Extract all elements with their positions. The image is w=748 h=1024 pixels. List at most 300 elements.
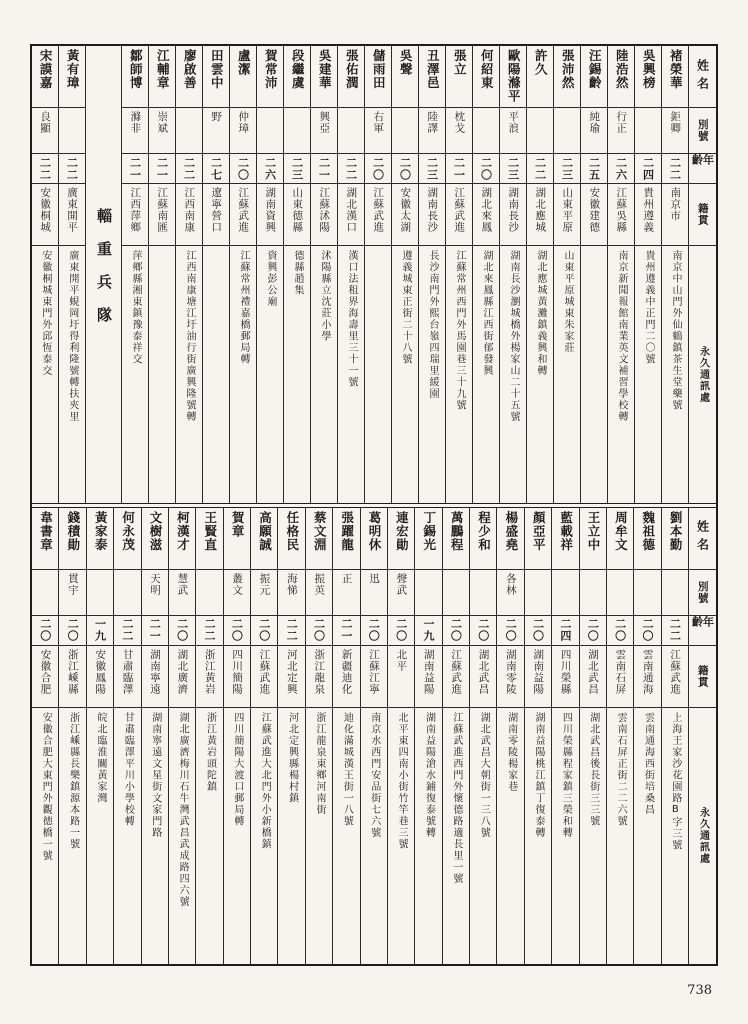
entry-name: 宋謨嘉: [38, 49, 54, 90]
entry-native-place: 湖北廣濟: [176, 648, 189, 695]
entry-age: 二一: [128, 156, 142, 181]
entry-address: 貴州遵義中正門二〇號: [643, 250, 654, 365]
entry-alias: 振英: [313, 572, 326, 596]
entry-age-cell: [388, 616, 414, 646]
entry-address: 湖南寧遠文星街文家門路: [149, 711, 161, 838]
entry-age-cell: [251, 616, 277, 646]
entry-address: 湖南長沙瀏城橋外楊家山二十五號: [508, 250, 519, 423]
entry-age: 一九: [93, 618, 107, 642]
entry-column: [337, 46, 364, 503]
entry-address: 江蘇武進西門外懷德路適長里一號: [450, 711, 462, 884]
header-address-cell: [689, 246, 716, 503]
entry-name-cell: [251, 508, 277, 570]
entry-address-cell: [527, 246, 553, 503]
entry-name-cell: [635, 46, 661, 108]
entry-address-cell: [443, 708, 469, 965]
entry-name-cell: [419, 46, 445, 108]
entry-address-cell: [662, 708, 688, 965]
entry-address: 浙江嵊縣長樂鎮源本路一號: [67, 711, 79, 850]
entry-alias-cell: [415, 570, 441, 616]
entry-native-place: 湖北漢口: [345, 187, 358, 233]
entry-name: 張立: [452, 49, 468, 76]
entry-age: 二二: [202, 618, 216, 642]
entry-address: 河北定興縣楊村鎮: [286, 711, 298, 804]
entry-name: 吳建華: [317, 49, 333, 90]
entry-address: 沭陽縣立沈莊小學: [319, 250, 330, 342]
entry-alias-cell: [333, 570, 359, 616]
entry-address: 湖南益陽桃江鎮丁復泰轉: [532, 711, 544, 838]
entry-column: [445, 46, 472, 503]
entry-age: 二二: [285, 618, 299, 642]
entry-alias: 行正: [615, 111, 628, 134]
entry-name-cell: [608, 46, 634, 108]
entry-native-place: 雲南通海: [641, 648, 654, 695]
entry-age: 二二: [668, 156, 682, 181]
entry-address-cell: [581, 246, 607, 503]
entry-address-cell: [59, 246, 85, 503]
entry-address: 南京水西門安品街七六號: [368, 711, 380, 838]
entry-age-cell: [284, 154, 310, 184]
entry-age: 二〇: [640, 618, 654, 642]
entry-address-cell: [525, 708, 551, 965]
entry-name: 黃家泰: [93, 510, 109, 551]
entry-name-cell: [415, 508, 441, 570]
entry-alias-cell: [662, 108, 688, 154]
entry-native-place-cell: [311, 184, 337, 246]
entry-address: 皖北臨淮關黃家灣: [94, 711, 106, 804]
entry-age-cell: [122, 154, 148, 184]
entry-alias-cell: [338, 108, 364, 154]
entry-name: 儲雨田: [371, 49, 387, 90]
entry-alias-cell: [662, 570, 688, 616]
entry-address-cell: [607, 708, 633, 965]
entry-column: [472, 46, 499, 503]
entry-age-cell: [361, 616, 387, 646]
entry-name: 張佑潤: [344, 49, 360, 90]
entry-name-cell: [142, 508, 168, 570]
entry-age: 二一: [155, 156, 169, 181]
entry-address-cell: [634, 708, 660, 965]
entry-name: 錢積勛: [65, 510, 81, 551]
entry-address-cell: [392, 246, 418, 503]
entry-column: [579, 508, 606, 965]
entry-column: [607, 46, 634, 503]
section-divider: [85, 46, 121, 503]
entry-native-place: 甘肅臨澤: [121, 648, 134, 695]
entry-age-cell: [525, 616, 551, 646]
entry-native-place-cell: [361, 646, 387, 708]
entry-address: 上海王家沙花園路B字三號: [669, 711, 681, 851]
entry-address: 湖北廣濟梅川石牛灣武昌武成路四六號: [177, 711, 189, 907]
entry-age: 二〇: [257, 618, 271, 642]
entry-native-place-cell: [580, 646, 606, 708]
entry-alias: 滌非: [129, 111, 142, 134]
entry-address: 雲南石屏正街二二六號: [615, 711, 627, 827]
entry-address-cell: [169, 708, 195, 965]
entry-column: [223, 508, 250, 965]
entry-name-cell: [497, 508, 523, 570]
entry-age: 二〇: [476, 618, 490, 642]
entry-age: 二三: [425, 156, 439, 181]
header-column: [688, 46, 716, 503]
entry-column: [332, 508, 359, 965]
entry-alias-cell: [497, 570, 523, 616]
entry-column: [634, 46, 661, 503]
entry-column: [606, 508, 633, 965]
entry-alias-cell: [525, 570, 551, 616]
entry-column: [256, 46, 283, 503]
entry-age: 一九: [421, 618, 435, 642]
entry-alias-cell: [443, 570, 469, 616]
entry-age-cell: [554, 154, 580, 184]
entry-address-cell: [230, 246, 256, 503]
entry-address: 漢口法租界海壽里三十一號: [346, 250, 357, 388]
header-native-place-label: 籍貫: [696, 664, 709, 688]
entry-age: 二〇: [38, 618, 52, 642]
entry-name-cell: [470, 508, 496, 570]
entry-age: 二四: [641, 156, 655, 181]
entry-alias-cell: [392, 108, 418, 154]
entry-alias-cell: [470, 570, 496, 616]
entry-name-cell: [257, 46, 283, 108]
entry-age-cell: [419, 154, 445, 184]
entry-name: 周牟文: [613, 510, 629, 551]
entry-alias-cell: [311, 108, 337, 154]
entry-address-cell: [284, 246, 310, 503]
entry-alias-cell: [306, 570, 332, 616]
entry-native-place: 新疆迪化: [340, 648, 353, 695]
entry-address: 長沙南門外熙台嶺四瑞里緩園: [427, 250, 438, 400]
entry-age: 二三: [560, 156, 574, 181]
entry-address-cell: [554, 246, 580, 503]
entry-native-place: 湖北武昌: [477, 648, 490, 695]
entry-alias-cell: [32, 108, 58, 154]
entry-native-place-cell: [32, 646, 58, 708]
entry-age: 二〇: [398, 156, 412, 181]
header-address-label: 永久通訊處: [697, 345, 709, 403]
entry-address-cell: [470, 708, 496, 965]
entry-native-place-cell: [59, 646, 85, 708]
entry-alias-cell: [419, 108, 445, 154]
entry-address: 安徽合肥大東門外觀德橋一號: [40, 711, 52, 861]
entry-name-cell: [203, 46, 229, 108]
entry-native-place: 江蘇武進: [237, 187, 250, 233]
entry-native-place-cell: [415, 646, 441, 708]
header-alias-label: 別號: [696, 119, 709, 142]
entry-age-cell: [230, 154, 256, 184]
entry-native-place-cell: [306, 646, 332, 708]
entry-address: 北平東四南小街竹竿巷三號: [396, 711, 408, 850]
entry-age-cell: [142, 616, 168, 646]
entry-native-place: 江蘇吳縣: [615, 187, 628, 233]
entry-age: 二〇: [586, 618, 600, 642]
entry-name-cell: [365, 46, 391, 108]
entry-native-place: 浙江黃岩: [203, 648, 216, 695]
entry-native-place-cell: [257, 184, 283, 246]
entry-alias-cell: [278, 570, 304, 616]
entry-column: [551, 508, 578, 965]
entry-native-place-cell: [365, 184, 391, 246]
entry-column: [499, 46, 526, 503]
entry-native-place: 遼寧營口: [210, 187, 223, 233]
entry-age-cell: [607, 616, 633, 646]
entry-alias: 純瑜: [588, 111, 601, 134]
entry-native-place: 浙江龍泉: [313, 648, 326, 695]
entry-native-place-cell: [662, 184, 688, 246]
entry-age-cell: [527, 154, 553, 184]
entry-alias: 鉅卿: [669, 111, 682, 134]
entry-address-cell: [306, 708, 332, 965]
entry-name: 丑澤邑: [425, 49, 441, 90]
entry-name-cell: [554, 46, 580, 108]
entry-alias: 叢文: [231, 572, 244, 596]
entry-column: [469, 508, 496, 965]
entry-alias-cell: [176, 108, 202, 154]
entry-column: [58, 46, 85, 503]
entry-name-cell: [114, 508, 140, 570]
entry-native-place: 湖南長沙: [507, 187, 520, 233]
entry-column: [524, 508, 551, 965]
entry-native-place-cell: [251, 646, 277, 708]
entry-alias: 正: [340, 572, 353, 584]
entry-native-place-cell: [500, 184, 526, 246]
entry-address-cell: [142, 708, 168, 965]
entry-age: 二〇: [367, 618, 381, 642]
entry-native-place: 湖南長沙: [426, 187, 439, 233]
entry-address-cell: [32, 708, 58, 965]
entry-name-cell: [59, 508, 85, 570]
entry-name-cell: [662, 46, 688, 108]
entry-native-place: 湖南資興: [264, 187, 277, 233]
entry-native-place-cell: [196, 646, 222, 708]
entry-address-cell: [87, 708, 113, 965]
entry-address: 迪化滿城漢王街一八號: [341, 711, 353, 827]
entry-alias: 貫宇: [66, 572, 79, 596]
header-alias-cell: [689, 108, 716, 154]
entry-address: 湖北應城黃灘鎮義興和轉: [535, 250, 546, 377]
entry-name-cell: [87, 508, 113, 570]
entry-name: 段繼虞: [290, 49, 306, 90]
entry-name: 王賢直: [202, 510, 218, 551]
entry-native-place: 湖南益陽: [532, 648, 545, 695]
entry-name-cell: [634, 508, 660, 570]
entry-address: 萍鄉縣湘東鎮豫泰祥交: [130, 250, 141, 365]
entry-name-cell: [580, 508, 606, 570]
entry-name-cell: [333, 508, 359, 570]
entry-native-place: 江蘇武進: [669, 648, 682, 695]
entry-alias-cell: [284, 108, 310, 154]
entry-native-place-cell: [87, 646, 113, 708]
entry-alias: 右軍: [372, 111, 385, 134]
entry-native-place: 南京市: [669, 187, 682, 222]
entry-address: 江西南康塘江圩油行街廣興隆號轉: [184, 250, 195, 423]
entry-alias-cell: [203, 108, 229, 154]
entry-native-place: 北平: [395, 648, 408, 672]
entry-native-place: 湖南零陵: [504, 648, 517, 695]
entry-address: 南京中山門外仙鶴鎮茶生堂藥號: [670, 250, 681, 411]
entry-address-cell: [122, 246, 148, 503]
entry-age: 二〇: [613, 618, 627, 642]
entry-address-cell: [415, 708, 441, 965]
entry-address-cell: [662, 246, 688, 503]
entry-age-cell: [333, 616, 359, 646]
entry-age-cell: [32, 616, 58, 646]
entry-native-place-cell: [114, 646, 140, 708]
entry-native-place: 江蘇江寧: [367, 648, 380, 695]
entry-age: 二〇: [236, 156, 250, 181]
entry-age-cell: [635, 154, 661, 184]
entry-native-place-cell: [608, 184, 634, 246]
entry-column: [442, 508, 469, 965]
entry-column: [360, 508, 387, 965]
entry-alias-cell: [361, 570, 387, 616]
entry-address: 湖北武昌後長街三三號: [587, 711, 599, 827]
entry-age: 二七: [209, 156, 223, 181]
entry-native-place-cell: [388, 646, 414, 708]
entry-alias: 陸譯: [426, 111, 439, 134]
entry-column: [250, 508, 277, 965]
entry-name-cell: [169, 508, 195, 570]
entry-address-cell: [388, 708, 414, 965]
entry-column: [283, 46, 310, 503]
entry-native-place: 安徽太湖: [399, 187, 412, 233]
entry-age: 二二: [182, 156, 196, 181]
entry-native-place-cell: [338, 184, 364, 246]
entry-address-cell: [497, 708, 523, 965]
entry-alias: 天明: [148, 572, 161, 596]
entry-name: 高願誠: [257, 510, 273, 551]
entry-address-cell: [224, 708, 250, 965]
entry-column: [387, 508, 414, 965]
entry-native-place-cell: [554, 184, 580, 246]
entry-alias-cell: [581, 108, 607, 154]
entry-column: [310, 46, 337, 503]
section-divider-label: 輜重兵隊: [94, 208, 113, 341]
entry-age-cell: [580, 616, 606, 646]
entry-address-cell: [251, 708, 277, 965]
entry-name-cell: [552, 508, 578, 570]
entry-address: 江蘇常州禮嘉橋郵局轉: [238, 250, 249, 365]
entry-alias-cell: [224, 570, 250, 616]
entry-name: 魏祖德: [640, 510, 656, 551]
entry-age-cell: [470, 616, 496, 646]
entry-native-place: 江蘇武進: [453, 187, 466, 233]
entry-column: [553, 46, 580, 503]
entry-column: [141, 508, 168, 965]
entry-name: 蔡文淵: [312, 510, 328, 551]
entry-alias-cell: [365, 108, 391, 154]
entry-alias-cell: [114, 570, 140, 616]
entry-name-cell: [338, 46, 364, 108]
entry-age-cell: [365, 154, 391, 184]
entry-age: 二〇: [479, 156, 493, 181]
entry-name: 張躍龍: [339, 510, 355, 551]
entry-age-cell: [59, 616, 85, 646]
entry-name-cell: [284, 46, 310, 108]
entry-native-place: 江西萍鄉: [129, 187, 142, 233]
entry-age: 二一: [339, 618, 353, 642]
entry-address-cell: [500, 246, 526, 503]
header-address-cell: [689, 708, 716, 965]
entry-age-cell: [392, 154, 418, 184]
entry-address-cell: [635, 246, 661, 503]
entry-name: 賀章: [230, 510, 246, 538]
entry-native-place-cell: [446, 184, 472, 246]
entry-native-place-cell: [59, 184, 85, 246]
entry-age-cell: [169, 616, 195, 646]
entry-name-cell: [361, 508, 387, 570]
entry-age: 二〇: [449, 618, 463, 642]
header-name-cell: [689, 508, 716, 570]
entry-native-place-cell: [497, 646, 523, 708]
entry-native-place-cell: [224, 646, 250, 708]
entry-alias-cell: [473, 108, 499, 154]
entry-native-place-cell: [392, 184, 418, 246]
entry-native-place-cell: [333, 646, 359, 708]
entry-age-cell: [257, 154, 283, 184]
entry-column: [86, 508, 113, 965]
header-age-label: 年齡: [690, 615, 715, 631]
entry-age-cell: [311, 154, 337, 184]
entry-name-cell: [176, 46, 202, 108]
entry-name-cell: [224, 508, 250, 570]
entry-address-cell: [580, 708, 606, 965]
entry-age: 二三: [506, 156, 520, 181]
entry-name: 王立中: [585, 510, 601, 551]
header-native-place-cell: [689, 184, 716, 246]
entry-address-cell: [473, 246, 499, 503]
entry-age: 二二: [65, 156, 79, 181]
entry-age-cell: [446, 154, 472, 184]
entry-address-cell: [338, 246, 364, 503]
entry-age-cell: [581, 154, 607, 184]
entry-address: 廣東開平蜆岡圩得利隆號轉扶夾里: [66, 250, 78, 423]
entry-column: [580, 46, 607, 503]
entry-native-place-cell: [230, 184, 256, 246]
entry-alias: 聲武: [395, 572, 408, 596]
entry-age: 二〇: [504, 618, 518, 642]
entry-column: [661, 46, 688, 503]
entry-age: 二四: [558, 618, 572, 642]
entry-address: 湖北來鳳縣江西街郁發興: [481, 250, 492, 377]
entry-native-place: 湖北來鳳: [480, 187, 493, 233]
entry-age-cell: [497, 616, 523, 646]
entry-alias: 良顯: [39, 111, 52, 134]
entry-alias: 各林: [504, 572, 517, 596]
entry-address: 江蘇常州西門外馬園巷三十九號: [454, 250, 465, 411]
entry-alias-cell: [580, 570, 606, 616]
entry-native-place: 江蘇武進: [372, 187, 385, 233]
entry-name-cell: [607, 508, 633, 570]
entry-native-place: 山東德縣: [291, 187, 304, 233]
entry-address: 江蘇武進大北門外小新橋鎮: [259, 711, 271, 850]
entry-age: 二六: [263, 156, 277, 181]
entry-address-cell: [59, 708, 85, 965]
entry-alias: 崇斌: [156, 111, 169, 134]
entry-alias: 興亞: [318, 111, 331, 134]
entry-age: 二六: [614, 156, 628, 181]
entry-native-place: 江蘇沭陽: [318, 187, 331, 233]
entry-column: [414, 508, 441, 965]
entry-name: 鄒師博: [128, 49, 144, 90]
entry-age-cell: [203, 154, 229, 184]
entry-alias: 慧武: [176, 572, 189, 596]
entry-name: 丁錫光: [421, 510, 437, 551]
entry-age-cell: [415, 616, 441, 646]
entry-alias: 迅: [367, 572, 380, 584]
entry-column: [32, 508, 58, 965]
entry-address: 安徽桐城東門外邱恆泰交: [39, 250, 51, 377]
